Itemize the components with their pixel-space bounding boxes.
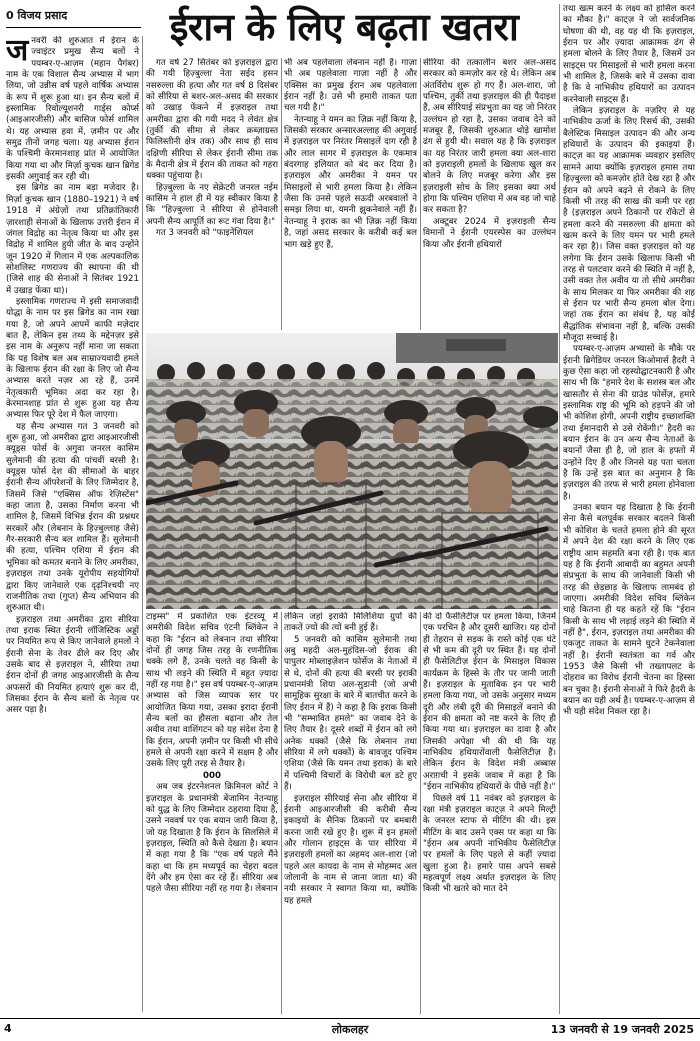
column-5 [563,4,695,1014]
paragraph: लेकिन इज़राइल के नज़रिए से यह नाभिकीय ऊर्जा के लिए रिसर्च की, उसकी बैलेस्टिक मिसाइल उत्पादन की और अन्य हथियारों के उत्पादन की इकाइयां हैं। काट्ज़ का यह आक्रामक व्यवहार इसलिए सामने आया क्योंकि इज़राइल हमास तथा हिज़्बुल्ला को कमज़ोर होते देख रहा है और ईरान को अपने बढ़ने से रोकने के लिए किसी भी तरह की साख की कमी पर रहा है (इज़राइल अपने ठिकानों पर रॉकेटों से हमला करने की नसरुल्ला की क्षमता को खत्म करने के लिए यमन पर भारी हमले कर रहा है)। जिस वक्त इज़राइल को यह लगेगा कि ईरान उसके खिलाफ किसी भी तरह से पलटवार करने की स्थिति में नहीं है, उसी वक्त तेल अवीव या तो सीधे अमरीका के साथ मिलकर या फिर अमरीका की शह से ईरान पर भारी सैन्य हमला बोल देगा। जहां तक ईरान का संबंध है, यह कोई सैद्धांतिक संभावना नहीं है, बल्कि उसकी मौजूदा सच्चाई है। [563,106,695,343]
column-rule [559,4,560,1014]
paragraph: इस्लामिक गणराज्य में इसी समाजवादी योद्धा के नाम पर इस ब्रिगेड का नाम रखा गया है, जो अपने आपमें काफी मज़ेदार बात है, लेकिन इस तथ्य के मद्देनज़र इसे इस नाम के अनुरूप नहीं माना जा सकता कि यह विशेष बल अब साम्राज्यवादी हमले के खिलाफ ईरान की रक्षा के लिए जो सैन्य अभ्यास करते नज़र आ रहे हैं, उनमें नेतृत्वकारी भूमिका अदा कर रहा है। केरमानशाह प्रांत से शुरू हुआ यह सैन्य अभ्यास फिर पूरे देश में फैल जाएगा। [6,296,139,421]
paragraph: लेकिन जहां इराकी मिलिशिया ग्रुपों की ताकतें ज्यों की त्यों बनी हुई हैं। [284,612,417,634]
paragraph: इज़राइल सीरियाई सेना और सीरिया में ईरानी आइआरजीसी की करीबी सैन्य इकाइयों के सैनिक ठिकानों पर बमबारी करना जारी रखे हुए है। शुरू में इन हमलों और गोलान हाइट्स के पार सीरिया में इज़राइली हमलों का अहमद अल-शारा (जो पहले अल कायदा के नाम से मोहम्मद अल जोलानी के नाम से जाना जाता था) की नयी सरकार ने स्वागत किया था, क्योंकि यह हमले [284,793,417,906]
paragraph: 5 जनवरी को कासिम सुलेमानी तथा अबु महदी अल-मुहंदिस-जो ईराक की पापुलर मोब्लाइज़ेशन फोर्सेज के नेताओं में से थे, दोनों की हत्या की बरसी पर इराकी प्रधानमंत्री शिया अल-सुडानी (जो अभी सामूहिक सुरक्षा के बारे में बातचीत करने के लिए ईरान में हैं) ने कहा है कि इराक किसी भी "सम्भावित हमले" का जवाब देने के लिए तैयार है। दूसरे शब्दों में ईरान को लगे अनेक धक्कों (जैसे कि लेबनान तथा सीरिया में लगे धक्कों) के बावजूद पश्चिम एशिया (जैसे कि यमन तथा इराक) के बारे में पश्चिमी विचारों के विरोधी बल डटे हुए हैं। [284,634,417,793]
column-rule [281,612,282,1014]
column-2-bottom [146,612,278,1014]
column-rule [142,36,143,1012]
column-3-top [284,58,417,330]
paragraph: पिछले वर्ष 11 नवंबर को इज़राइल के रक्षा मंत्री इज़राइल काट्ज़ ने अपने मिल्ट्री के जनरल स्टाफ से मीटिंग की थी। इस मीटिंग के बाद उसने एक्स पर कहा था कि "ईरान अब अपनी नाभिकीय फैसेलिटीज़ पर हमलों के लिए पहले से कहीं ज़्यादा खुला हुआ है। हमारे पास अपने सबसे महत्वपूर्ण लक्ष्य अर्थात इज़राइल के लिए किसी भी खतरे को मात देने [423,793,556,895]
byline: 0 विजय प्रसाद [6,5,141,28]
column-2-top [146,58,278,330]
column-4-top [423,58,556,330]
soldiers-illustration [146,333,558,609]
section-mark: 000 [203,770,221,781]
column-1 [6,36,139,1012]
paragraph: उनका बयान यह दिखाता है कि ईरानी सेना कैसे बलपूर्वक सरकार बदलने किसी भी कोशिश के चलते हमला होने की सूरत में अपने देश की रक्षा करने के लिए एक राष्ट्रीय आम सहमति बना रही है। एक बात यह है कि ईरानी आबादी का बहुमत अपनी संप्रभुता के साथ की जानेवाली किसी भी तरह की छेड़छाड़ के खिलाफ लामबंद हो जाएगा। अमरीकी विदेश सचिव ब्लिंकेन चाहे कितना ही यह कहते रहें कि "ईरान किसी के साथ भी लड़ाई लड़ने की स्थिति में नहीं है", ईरान, इज़राइल तथा अमरीका की एकजुट ताकत के सामने घुटने टेकनेवाला नहीं है। ईरानी स्वतंत्रता का गर्व और 1953 जैसे किसी भी तख्तापलट के दोहराव का विरोध ईरानी चेतना का हिस्सा बन चुका है। ईरानी सेनाओं ने फिरे हैदरी के बयान का यही अर्थ है। पयम्बर-ए-आज़म से भी यही संदेश निकल रहा है। [563,503,695,718]
footer-rule [0,1018,700,1019]
page-number: 4 [4,1022,12,1035]
paragraph: टाइम्स" में प्रकाशित एक इंटरव्यू में अमरीकी विदेश सचिव एंटनी ब्लिंकेन ने कहा कि "ईरान को लेबनान तथा सीरिया दोनों ही जगह जिस तरह के रणनीतिक धक्के लगे हैं, उनके चलते वह किसी के साथ भी लड़ने की स्थिति में बहुत ज़्यादा नहीं रह गया है।" इस वर्ष पयम्बर-ए-आज़म अभ्यास को जिस व्यापक स्तर पर आयोजित किया गया, उसका इरादा ईरानी सैन्य बलों का हौसला बढ़ाना और तेल अवीव तथा वाशिंगटन को यह संदेश देना है कि ईरान, अपनी ज़मीन पर किसी भी सीधे हमले से अपनी रक्षा करने में सक्षम है और उसके लिए पूरी तरह से तैयार है। [146,612,278,770]
drop-cap: ज [6,36,29,68]
headline: ईरान के लिए बढ़ता खतरा [169,4,519,49]
column-4-bottom [423,612,556,1014]
paragraph: सीरिया की तत्कालीन बशर अल-असद सरकार को कमज़ोर कर रहे थे। लेकिन अब अंतर्विरोध शुरू हो गए हैं। अल-शारा, जो पश्चिम, तुर्की तथा इज़राइल की ही पैदाइश हैं, अब सीरियाई संप्रभुता का यह जो निरंतर उल्लंघन हो रहा है, उसका जवाब देने को मजबूर हैं, जिसकी शुरुआत थोड़े खामोश ढंग से हुयी थी। सवाल यह है कि इज़राइल का यह निरंतर जारी हमला क्या अल-शारा को इज़राइली हमलों के खिलाफ खुल कर बोलने के लिए मजबूर करेगा और इस इज़राइली सोच के लिए इसका क्या अर्थ होगा कि पश्चिम एशिया में अब वह जो चाहे कर सकता है? [423,58,556,216]
paragraph: गत वर्ष 27 सितंबर को इज़राइल द्वारा की गयी हिज़्बुल्ला नेता सईद हसन नसरुल्ला की हत्या और गत वर्ष 8 दिसंबर को सीरिया से बशर-अल-असद की सरकार को उखाड़ फेंकने में इज़राइल तथा अमरीका द्वारा की गयी मदद ने लेवंत क्षेत्र (तुर्की की सीमा से लेकर क़ब्ज़ाग्रस्त फिलिस्तीनी क्षेत्र तक) और साथ ही साथ दक्षिणी सीरिया से लेकर ईरानी सीमा तक के मैदानी क्षेत्र में ईरान की ताकत को गहरा धक्का पहुंचाया है। [146,58,278,182]
paragraph: अब जब इंटरनेशनल क्रिमिनल कोर्ट ने इज़राइल के प्रधानमंत्री बेंजामिन नेतन्याहू को युद्ध के लिए जिम्मेदार ठहराया दिया है, उसने नववर्ष पर एक बयान जारी किया है, जो यह दिखाता है कि ईरान के सिलसिले में इज़राइल, स्थिति को कैसे देखता है। बयान में कहा गया है कि "एक वर्ष पहले मैंने कहा था कि हम मध्यपूर्व का चेहरा बदल देंगे और हम ऐसा कर रहे हैं। सीरिया अब पहले जैसा सीरिया नहीं रह गया है। लेबनान [146,782,278,895]
paragraph: यह सैन्य अभ्यास गत 3 जनवरी को शुरू हुआ, जो अमरीका द्वारा आइआरजीसी क्यूड्स फोर्स के अगुवा जनरल कासिम सुलेमानी की हत्या की पांचवीं बरसी है। क्यूड्स फोर्स देश की सीमाओं के बाहर ईरानी सैन्य ऑपरेशनों के लिए जिम्मेदार है, जिसमें जिसे "एक्सिस ऑफ रेज़िस्टेंस" कहा जाता है, उसका निर्माण करना भी शामिल है, जिसमें विभिन्न ईरान की प्रश्नधर सरकारें और (लेबनान के हिज़्बुल्लाह जैसे) गैर-सरकारी सैन्य बल शामिल हैं। सुलेमानी की हत्या, पश्चिम एशिया में ईरान की भूमिका को कमतर बनाने के लिए अमरीका, इज़राइल तथा उनके यूरोपीय सहयोगियों द्वारा किए जानेवाले एक दृढ़निश्चयी नए राजनीतिक तथा (गुप्त) सैन्य अभियान की शुरुआत थी। [6,421,139,614]
paragraph: नेतन्याहू ने यमन का ज़िक्र नहीं किया है, जिसकी सरकार अन्सारअल्लाह की अगुवाई में इज़राइल पर निरंतर मिसाइलें दाग रही है और लाल सागर में इज़राइल के एकमात्र बंदरगाह इलियात को बंद कर दिया है। इज़राइल और अमरीका ने यमन पर मिसाइलों से भारी हमला किया है। लेकिन जैसा कि उनसे पहले सऊदी अरबवालों ने समझ लिया था, यमनी झुकनेवाले नहीं हैं। नेतन्याहू ने इराक का भी ज़िक्र नहीं किया है, जहां असद सरकार के करीबी कई बल भाग खड़े हुए हैं, [284,114,417,250]
paragraph: हिज़्बुल्ला के नए सेक्रेटरी जनरल नईम कासिम ने हाल ही में यह स्वीकार किया है कि "हिज़्बुल्ला ने सीरिया से होनेवाली अपनी सैन्य आपूर्ति का रूट गंवा दिया है।" [146,182,278,227]
paragraph: पयम्बर-ए-आज़म अभ्यासों के मौके पर ईरानी ब्रिगेडियर जनरल किओमार्स हैदरी ने कुछ ऐसा कहा जो रहस्योद्घाटनकारी है और साथ भी कि "हमारे देश के सशस्त्र बल और खासतौर से सेना की ग्राउंड फोर्सेज़, हमारे इस्लामिक राष्ट्र की भूमि को हड़पने की जो भी कोशिश होगी, अपनी राष्ट्रीय इच्छाशक्ति तथा ईमानदारी से उसे रोकेंगी।" हैदरी का बयान ईरान के उन अन्य सैन्य नेताओं के बयानों जैसा ही है, जो हाल के हफ्तों में उन्होंने दिए हैं और जिनसे यह पता चलता है कि उन्हें इस बात का अनुमान है कि इज़राइल की तरफ से भारी हमला होनेवाला है। [563,344,695,502]
paragraph: अक्टूबर 2024 में इज़राइली सैन्य विमानों ने ईरानी एयरस्पेस का उल्लंघन किया और ईरानी हथियारों [423,216,556,250]
paragraph: इज़राइल तथा अमरीका द्वारा सीरिया तथा इराक स्थित ईरानी लॉजिस्टिक अड्डों पर नियमित रूप से किए जानेवाले हमलों ने ईरानी सेना के तेवर ढीले कर दिए और उसके बाद से इज़राइल ने, सीरिया तथा ईरान दोनों ही जगह आइआरजीसी के सैन्य अफसरों की नियमित हत्याएं शुरू कर दी, जिसका ईरान के सैन्य बलों के नेतृत्व पर असर पड़ा है। [6,614,139,716]
paragraph: भी अब पहलेवाला लेबनान नहीं है। गाज़ा भी अब पहलेवाला गाज़ा नहीं है और एक्सिस का प्रमुख ईरान अब पहलेवाला ईरान नहीं है। उसे भी हमारी ताकत पता चल गयी है।" [284,58,417,114]
column-3-bottom [284,612,417,1014]
issue-date: 13 जनवरी से 19 जनवरी 2025 [550,1023,694,1036]
column-rule [420,58,421,330]
paragraph: गत 3 जनवरी को "फाइनेंशियल [156,228,254,239]
paragraph: नवरी की शुरुआत में ईरान के ज्वाइंटर प्रमुख सैन्य बलों ने पयम्बर-ए-आज़म (महान पैगंबर) नाम के एक विशाल सैन्य अभ्यास में भाग लिया, जो उन्नीस वर्ष पहले वार्षिक अभ्यास के रूप में शुरू हुआ था। इन सैन्य बलों में इस्लामिक रिवोल्यूशनरी गार्ड्स कोर्प्स (आइआरजीसी) और बासिज फोर्स शामिल थे। यह अभ्यास हवा में, ज़मीन पर और समुद्र तीनों जगह चला। यह अभ्यास ईरान के पश्चिमी केरमानशाह प्रांत में आयोजित किया गया था और मिर्ज़ा कुचक खान ब्रिगेड इसकी अगुवाई कर रही थी। [6,36,139,183]
publication-name: लोकलहर [331,1023,369,1036]
soldiers-photo [146,333,558,609]
column-rule [281,58,282,330]
paragraph: इस ब्रिगेड का नाम बड़ा मजेदार है। मिर्ज़ा कुचक खान (1880–1921) ने वर्ष 1918 में अंग्रेज़ों तथा प्रतिक्रांतिकारी ज़ारशाही सेनाओं के खिलाफ उत्तरी ईरान में जंगल विद्रोह का नेतृत्व किया था और इस विद्रोह में शामिल हुयी जीत के बाद उन्होंने जून 1920 में गिलान में एक अल्पकालिक सोशलिस्ट गणराज्य की स्थापना की थी (जिसे शाह की सेनाओं ने सितंबर 1921 में उखाड़ फेंका था)। [6,183,139,296]
column-rule [420,612,421,1014]
paragraph: की दो फैसेलिटीज़ पर हमला किया, जिनमें एक परचिन है और दूसरी खाजिर। यह दोनों ही तेहरान से सड़क के रास्ते कोई एक घंटे से भी कम की दूरी पर स्थित हैं। यह दोनों ही फैसेलिटीज़ ईरान के मिसाइल विकास कार्यक्रम के हिस्से के तौर पर जानी जाती हैं। इज़राइल के मुताबिक इन पर भारी हमला किया गया, जो उसके अनुसार मध्यम दूरी और लंबी दूरी की मिसाइलें बनाने की ईरान की क्षमता को नष्ट करने के लिए ही किया गया था। इज़राइल का दावा है और जिसकी अपेक्षा भी की थी कि यह नाभिकीय हथियारोंवाली फैसेलिटीज़ हैं। लेकिन ईरान के विदेश मंत्री अब्बास अराग़ची ने इसके जवाब में कहा है कि "ईरान नाभिकीय हथियारों के पीछे नहीं है।" [423,612,556,793]
paragraph: तथा खत्म करने के लक्ष्य को हासिल करने का मौका है।" काट्ज़ ने जो सार्वजनिक घोषणा की थी, वह यह थी कि इज़राइल, ईरान पर और ज़्यादा आक्रामक ढंग से हमला बोलने के लिए तैयार है, जिसमें उन साइट्स पर मिसाइलों से भारी हमला करना भी शामिल है, जिसके बारे में उसका दावा है कि वे नाभिकीय हथियारों का उत्पादन करनेवाली साइट्स हैं। [563,4,695,105]
